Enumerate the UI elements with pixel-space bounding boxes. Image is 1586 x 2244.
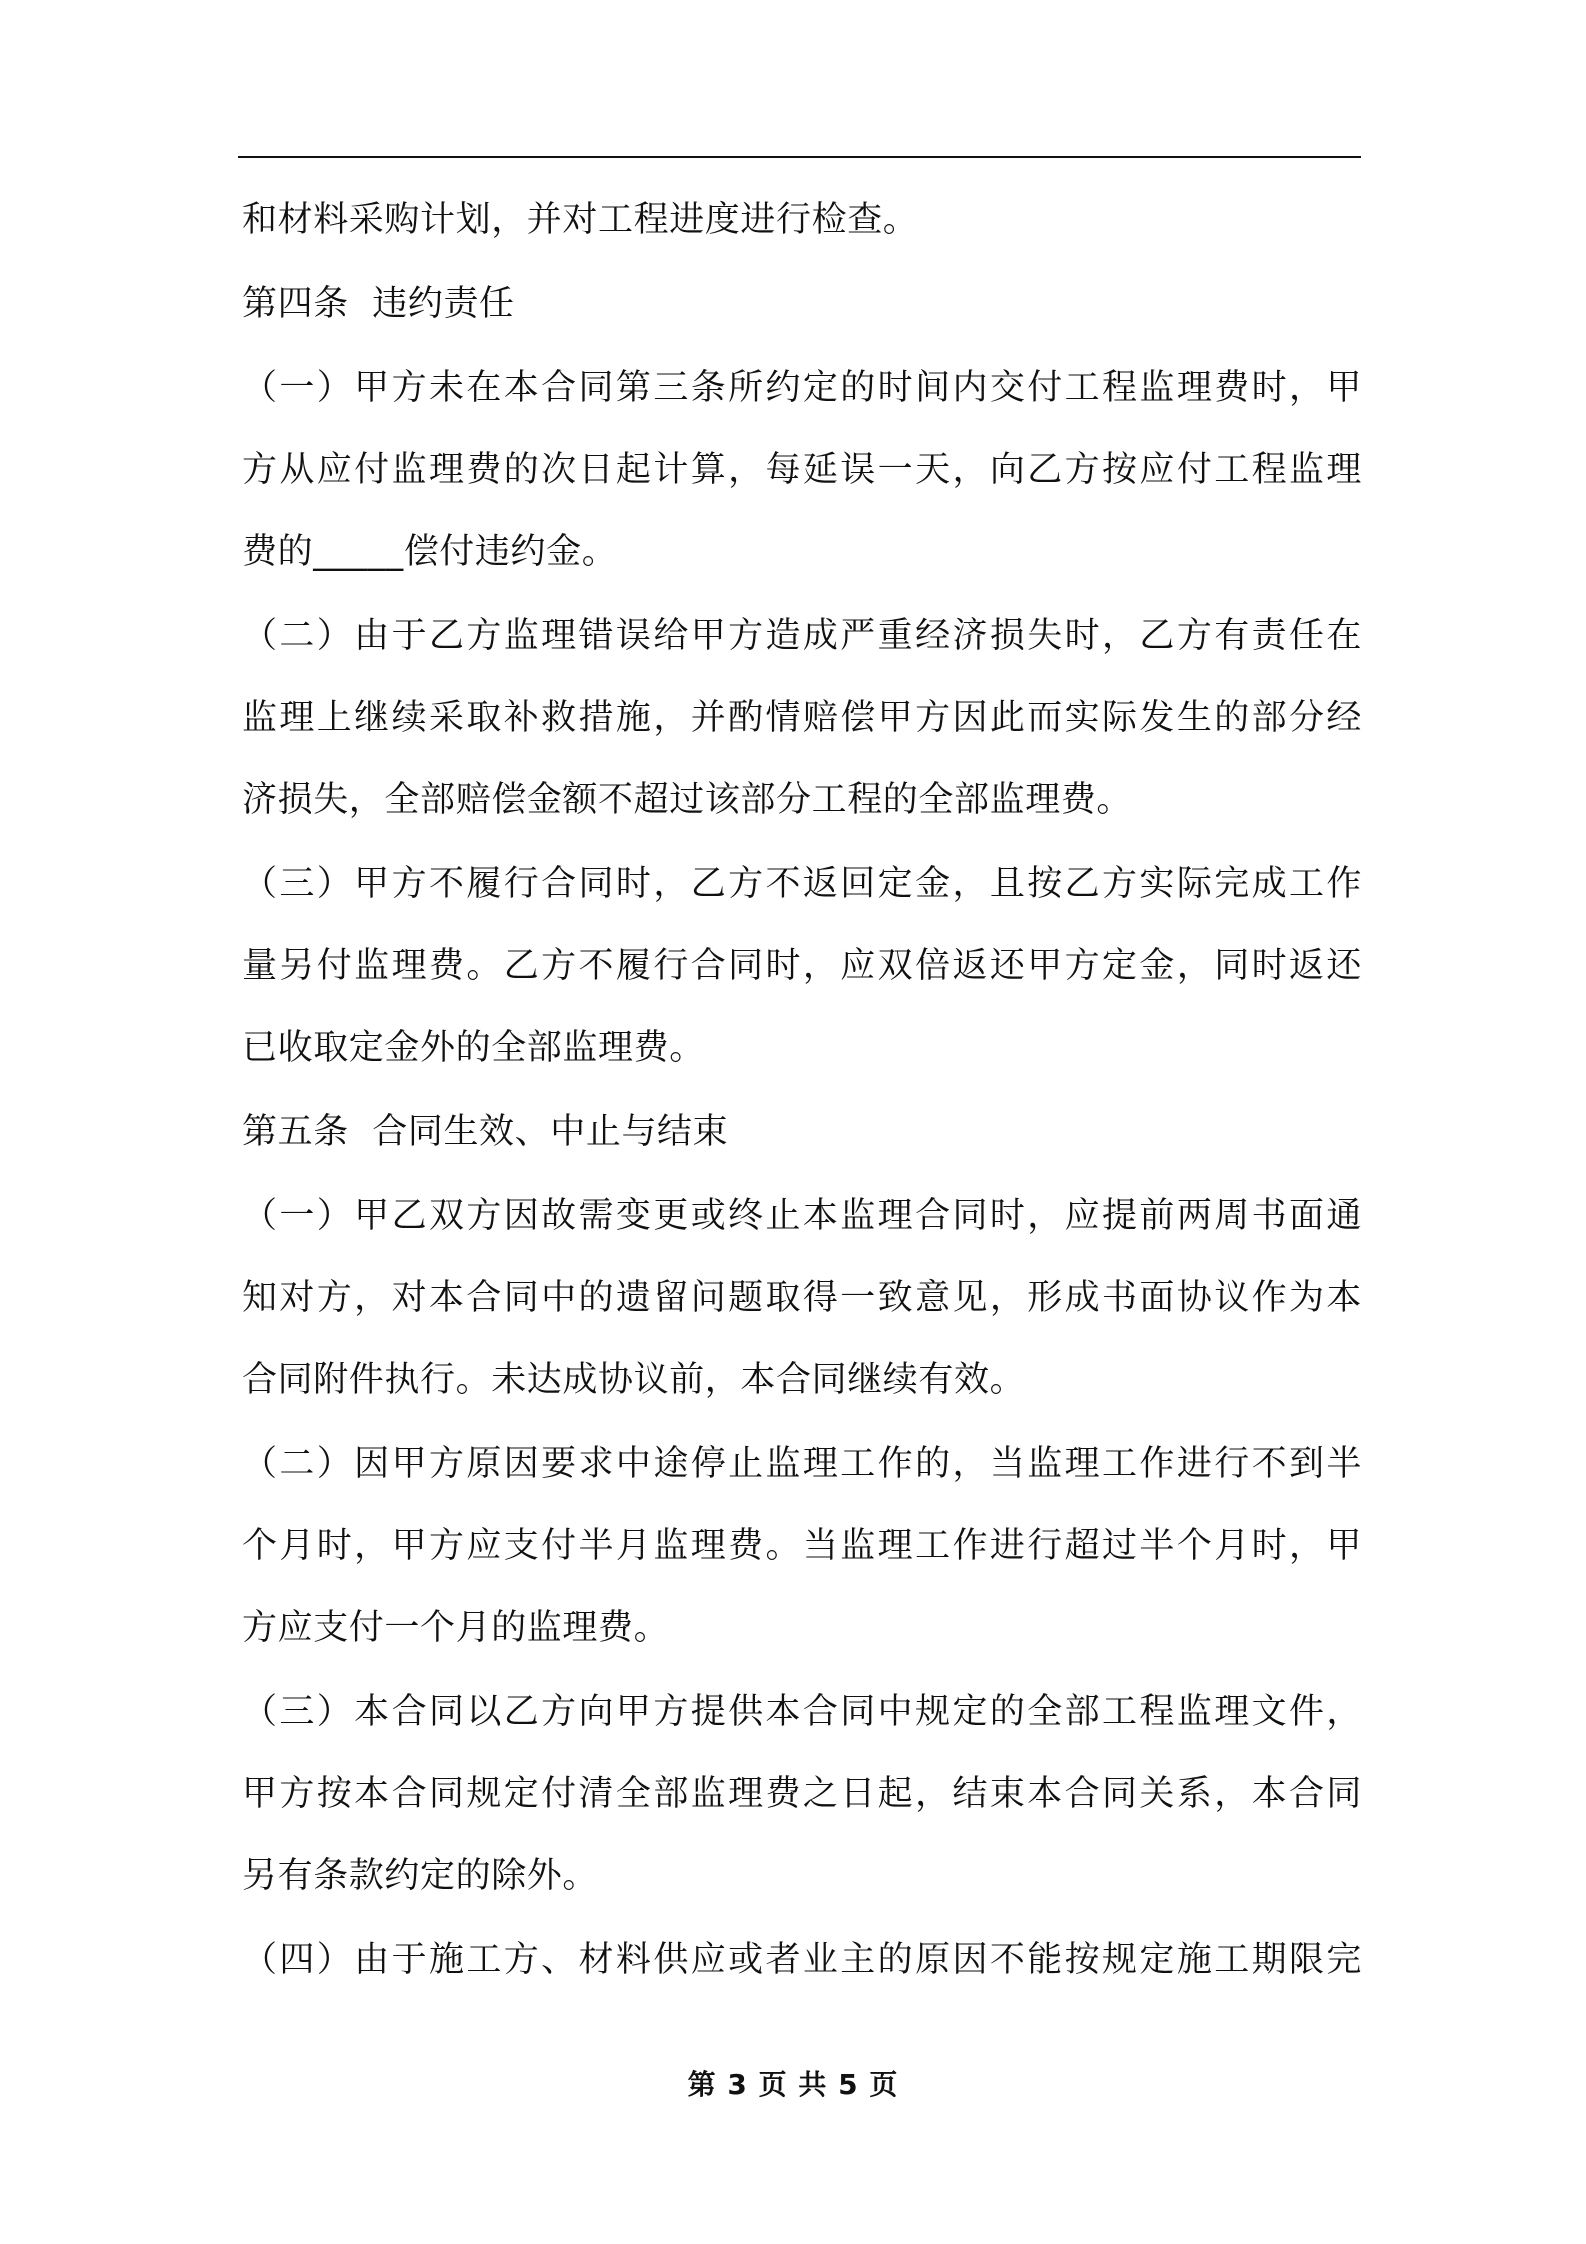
text-line: 监理上继续采取补救措施，并酌情赔偿甲方因此而实际发生的部分经 xyxy=(242,698,1362,738)
header-rule xyxy=(238,156,1361,158)
text-line: 量另付监理费。乙方不履行合同时，应双倍返还甲方定金，同时返还 xyxy=(242,946,1362,986)
text-line: （一）甲乙双方因故需变更或终止本监理合同时，应提前两周书面通 xyxy=(242,1196,1362,1236)
page-number-label: 第 3 页 共 5 页 xyxy=(687,2068,899,2101)
text-line: （四）由于施工方、材料供应或者业主的原因不能按规定施工期限完 xyxy=(242,1940,1362,1980)
article-heading: 第四条 违约责任 xyxy=(242,284,515,324)
document-body xyxy=(242,196,1362,1984)
text-line: 费的_____偿付违约金。 xyxy=(242,532,618,572)
text-line: （二）因甲方原因要求中途停止监理工作的，当监理工作进行不到半 xyxy=(242,1444,1362,1484)
article-heading: 第五条 合同生效、中止与结束 xyxy=(242,1112,729,1152)
text-line: 合同附件执行。未达成协议前，本合同继续有效。 xyxy=(242,1360,1026,1400)
text-line: 方应支付一个月的监理费。 xyxy=(242,1608,670,1648)
text-line: 个月时，甲方应支付半月监理费。当监理工作进行超过半个月时，甲 xyxy=(242,1526,1362,1566)
text-line: 甲方按本合同规定付清全部监理费之日起，结束本合同关系，本合同 xyxy=(242,1774,1362,1814)
text-line: （三）甲方不履行合同时，乙方不返回定金，且按乙方实际完成工作 xyxy=(242,864,1362,904)
text-line: 知对方，对本合同中的遗留问题取得一致意见，形成书面协议作为本 xyxy=(242,1278,1362,1318)
text-line: （三）本合同以乙方向甲方提供本合同中规定的全部工程监理文件， xyxy=(242,1692,1362,1732)
text-line: 和材料采购计划，并对工程进度进行检查。 xyxy=(242,200,919,240)
text-line: 济损失，全部赔偿金额不超过该部分工程的全部监理费。 xyxy=(242,780,1133,820)
page-footer xyxy=(0,2063,1586,2103)
text-line: 已收取定金外的全部监理费。 xyxy=(242,1028,705,1068)
text-line: 另有条款约定的除外。 xyxy=(242,1856,599,1896)
text-line: 方从应付监理费的次日起计算，每延误一天，向乙方按应付工程监理 xyxy=(242,450,1362,490)
text-line: （一）甲方未在本合同第三条所约定的时间内交付工程监理费时，甲 xyxy=(242,368,1362,408)
text-line: （二）由于乙方监理错误给甲方造成严重经济损失时，乙方有责任在 xyxy=(242,616,1362,656)
